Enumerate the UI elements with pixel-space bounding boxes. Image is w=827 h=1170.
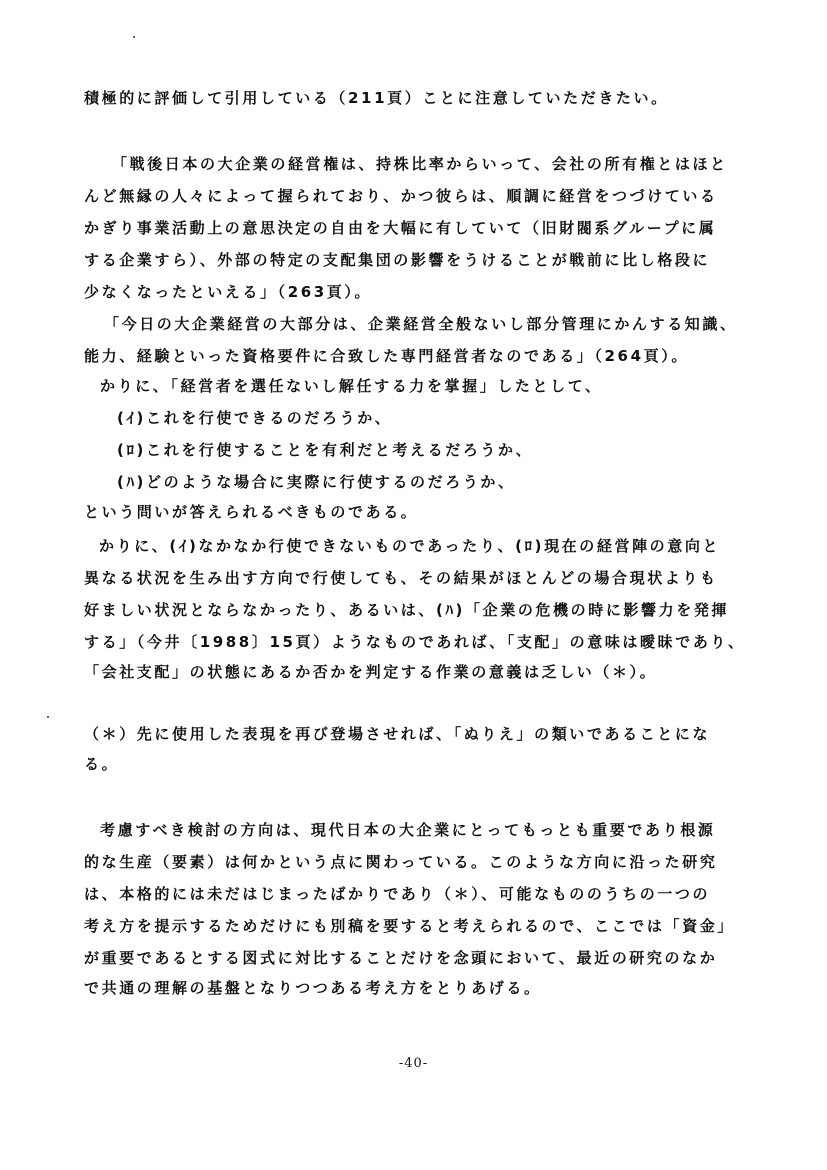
- text-line: かりに、「経営者を選任ないし解任する力を掌握」したとして、: [100, 377, 603, 395]
- text-line: 考慮すべき検討の方向は、現代日本の大企業にとってもっとも重要であり根源: [100, 821, 716, 839]
- text-line: が重要であるとする図式に対比することだけを念頭において、最近の研究のなか: [84, 949, 718, 967]
- text-line: 積極的に評価して引用している（211頁）ことに注意していただきたい。: [84, 89, 669, 107]
- quote-line: 少なくなったといえる」（263頁）。: [84, 283, 373, 301]
- quote-line: んど無縁の人々によって握られており、かつ彼らは、順調に経営をつづけている: [84, 187, 718, 205]
- text-line: する」（今井〔1988〕15頁）ようなものであれば、「支配」の意味は曖昧であり、: [84, 633, 746, 651]
- quote-line: する企業すら）、外部の特定の支配集団の影響をうけることが戦前に比し格段に: [84, 251, 711, 269]
- text-line: 異なる状況を生み出す方向で行使しても、その結果がほとんどの場合現状よりも: [84, 569, 718, 587]
- text-line: 「会社支配」の状態にあるか否かを判定する作業の意義は乏しい（＊）。: [84, 663, 658, 681]
- list-item: (ｲ)これを行使できるのだろうか、: [117, 409, 393, 427]
- footnote-line: る。: [84, 755, 120, 773]
- text-line: という問いが答えられるべきものである。: [84, 503, 419, 521]
- text-line: かりに、(ｲ)なかなか行使できないものであったり、(ﾛ)現在の経営陣の意向と: [99, 537, 721, 555]
- list-item: (ﾊ)どのような場合に実際に行使するのだろうか、: [117, 473, 516, 491]
- footnote-line: （＊）先に使用した表現を再び登場させれば、「ぬりえ」の類いであることにな: [84, 725, 711, 743]
- scan-speck: [133, 36, 135, 38]
- quote-line: かぎり事業活動上の意思決定の自由を大幅に有していて（旧財閥系グループに属: [84, 219, 717, 237]
- text-line: 的な生産（要素）は何かという点に関わっている。このような方向に沿った研究: [84, 853, 718, 871]
- list-item: (ﾛ)これを行使することを有利だと考えるだろうか、: [117, 441, 534, 459]
- scan-speck: [47, 716, 49, 718]
- text-line: で共通の理解の基盤となりつつある考え方をとりあげる。: [84, 979, 542, 997]
- quote-line: 「戦後日本の大企業の経営権は、持株比率からいって、会社の所有権とはほと: [112, 155, 728, 173]
- quote-line: 能力、経験といった資格要件に合致した専門経営者なのである」（264頁）。: [84, 347, 689, 365]
- text-line: 好ましい状況とならなかったり、あるいは、(ﾊ)「企業の危機の時に影響力を発揮: [84, 601, 730, 619]
- page-number: -40-: [398, 1056, 429, 1071]
- text-line: 考え方を提示するためだけにも別稿を要すると考えられるので、ここでは「資金」: [84, 917, 735, 935]
- text-line: は、本格的には未だはじまったばかりであり（＊）、可能なもののうちの一つの: [84, 885, 711, 903]
- quote-line: 「今日の大企業経営の大部分は、企業経営全般ないし部分管理にかんする知識、: [104, 315, 738, 333]
